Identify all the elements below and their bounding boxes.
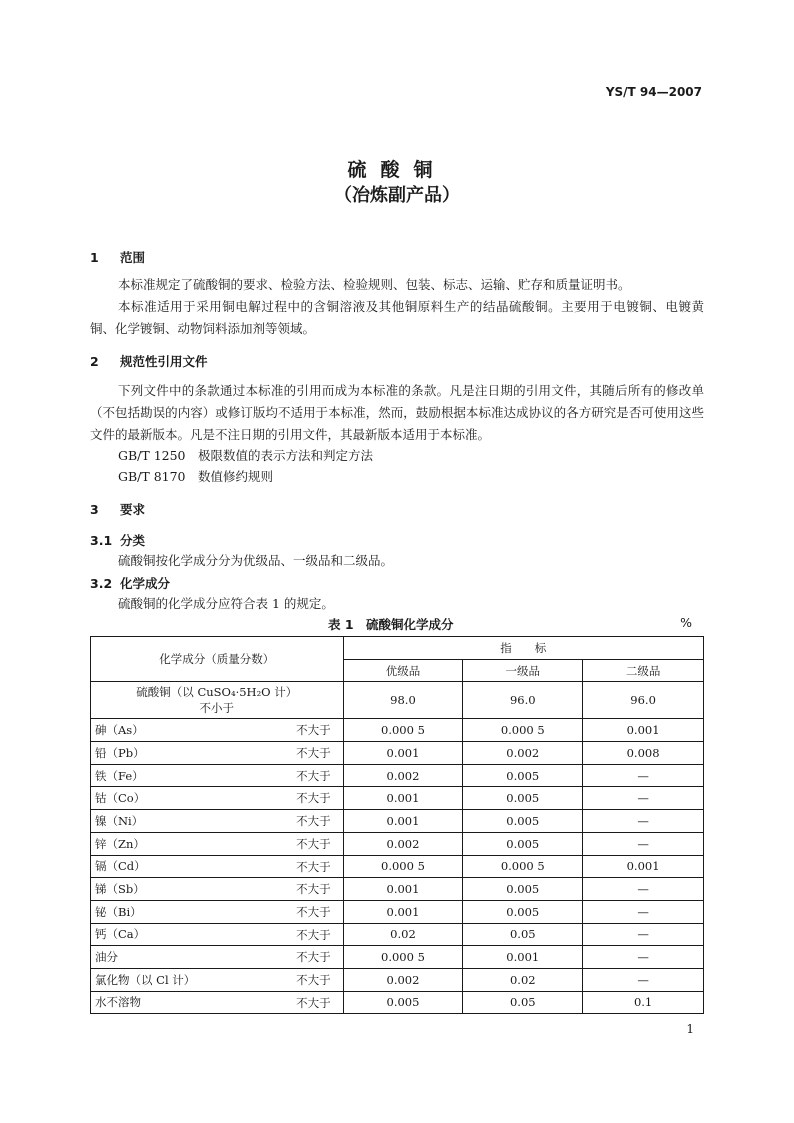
table-unit: %: [680, 615, 692, 630]
element-name: 氯化物（以 Cl 计）: [95, 972, 196, 987]
cell-second: —: [583, 787, 704, 810]
element-name: 铅（Pb）: [95, 745, 145, 760]
limit-qualifier: 不大于: [296, 814, 331, 829]
cell-name: [91, 787, 344, 810]
section-3-1-para: 硫酸铜按化学成分分为优级品、一级品和二级品。: [118, 553, 394, 568]
cell-name: [91, 855, 344, 878]
cell-second: —: [583, 968, 704, 991]
cell-second: —: [583, 923, 704, 946]
table-title: 表 1 硫酸铜化学成分: [328, 617, 454, 632]
section-2-para-1: 下列文件中的条款通过本标准的引用而成为本标准的条款。凡是注日期的引用文件，其随后所有的修改单（不包括勘误的内容）或修订版均不适用于本标准，然而，鼓励根据本标准达成协议的各方研究是否可使用这些文件的最新版本。凡是不注日期的引用文件，其最新版本适用于本标准。: [90, 383, 704, 442]
cell-first: 0.05: [463, 991, 583, 1014]
cell-first: 0.001: [463, 946, 583, 969]
element-name: 镉（Cd）: [95, 859, 146, 874]
header-second-grade: 二级品: [583, 659, 704, 682]
cell-second: —: [583, 764, 704, 787]
cell-first: 96.0: [463, 682, 583, 719]
table-caption: [90, 613, 704, 633]
table-row: [91, 991, 704, 1014]
document-subtitle: （冶炼副产品）: [334, 185, 460, 206]
limit-qualifier: 不大于: [296, 723, 331, 738]
table-row: [91, 968, 704, 991]
table-row: [91, 946, 704, 969]
cell-first: 0.02: [463, 968, 583, 991]
cell-premium: 0.000 5: [343, 719, 463, 742]
section-2-heading: [90, 352, 208, 370]
table-row: [91, 832, 704, 855]
table-row: [91, 923, 704, 946]
cell-second: —: [583, 832, 704, 855]
section-number: 3.2: [90, 576, 113, 591]
limit-qualifier: 不大于: [296, 836, 331, 851]
cell-name: [91, 810, 344, 833]
limit-qualifier: 不大于: [296, 746, 331, 761]
page-number: 1: [686, 1022, 694, 1036]
cell-second: 0.1: [583, 991, 704, 1014]
table-header-row: [91, 637, 704, 660]
cell-premium: 0.001: [343, 878, 463, 901]
reference-gb-t-8170: GB/T 8170 数值修约规则: [118, 469, 274, 484]
header-first-grade: 一级品: [463, 659, 583, 682]
section-3-2-para: 硫酸铜的化学成分应符合表 1 的规定。: [118, 596, 334, 611]
cell-first: 0.005: [463, 900, 583, 923]
cell-premium: 0.001: [343, 787, 463, 810]
section-title: 范围: [120, 250, 146, 265]
chemical-composition-table: [90, 636, 704, 1014]
limit-qualifier: 不大于: [296, 859, 331, 874]
cell-name: [91, 946, 344, 969]
cell-second: —: [583, 878, 704, 901]
element-name: 砷（As）: [95, 723, 144, 738]
cell-second: 0.008: [583, 742, 704, 765]
cell-name: [91, 900, 344, 923]
element-name: 锑（Sb）: [95, 882, 145, 897]
element-name: 锌（Zn）: [95, 836, 145, 851]
cell-name: [91, 719, 344, 742]
standard-number: YS/T 94—2007: [605, 85, 702, 99]
cell-premium: 0.002: [343, 968, 463, 991]
table-row: [91, 878, 704, 901]
cell-name: [91, 682, 344, 719]
element-name: 镍（Ni）: [95, 813, 144, 828]
cell-premium: 0.002: [343, 832, 463, 855]
cell-first: 0.002: [463, 742, 583, 765]
cell-second: 96.0: [583, 682, 704, 719]
cell-name: [91, 764, 344, 787]
section-title: 分类: [120, 533, 146, 548]
cell-name: [91, 991, 344, 1014]
section-3-1-heading: [90, 531, 145, 549]
cell-name-line2: 不小于: [199, 701, 235, 716]
element-name: 铁（Fe）: [95, 768, 144, 783]
section-1-para-1: 本标准规定了硫酸铜的要求、检验方法、检验规则、包装、标志、运输、贮存和质量证明书。: [118, 277, 631, 292]
limit-qualifier: 不大于: [296, 995, 331, 1010]
cell-first: 0.005: [463, 878, 583, 901]
element-name: 钴（Co）: [95, 791, 146, 806]
cell-second: —: [583, 900, 704, 923]
limit-qualifier: 不大于: [296, 768, 331, 783]
cell-premium: 0.001: [343, 900, 463, 923]
element-name: 油分: [95, 950, 118, 965]
section-number: 1: [90, 250, 99, 265]
section-3-2-heading: [90, 574, 170, 592]
element-name: 铋（Bi）: [95, 904, 142, 919]
table-row: [91, 900, 704, 923]
header-premium-grade: 优级品: [343, 659, 463, 682]
cell-name: [91, 832, 344, 855]
cell-first: 0.005: [463, 810, 583, 833]
table-row: [91, 764, 704, 787]
cell-name-line1: 硫酸铜（以 CuSO₄·5H₂O 计）: [136, 685, 298, 700]
cell-first: 0.005: [463, 787, 583, 810]
table-row-copper-sulfate: [91, 682, 704, 719]
table-row: [91, 810, 704, 833]
cell-second: 0.001: [583, 855, 704, 878]
element-name: 水不溶物: [95, 995, 141, 1010]
section-1-heading: [90, 248, 145, 266]
table-row: [91, 787, 704, 810]
section-title: 规范性引用文件: [120, 354, 208, 369]
table-row: [91, 719, 704, 742]
cell-premium: 0.002: [343, 764, 463, 787]
reference-gb-t-1250: GB/T 1250 极限数值的表示方法和判定方法: [118, 448, 374, 463]
cell-name: [91, 742, 344, 765]
section-1-para-2: 本标准适用于采用铜电解过程中的含铜溶液及其他铜原料生产的结晶硫酸铜。主要用于电镀铜、电镀黄铜、化学镀铜、动物饲料添加剂等领域。: [90, 299, 704, 336]
cell-premium: 0.02: [343, 923, 463, 946]
section-title: 化学成分: [120, 576, 171, 591]
cell-first: 0.005: [463, 764, 583, 787]
cell-premium: 98.0: [343, 682, 463, 719]
table-row: [91, 855, 704, 878]
limit-qualifier: 不大于: [296, 882, 331, 897]
cell-first: 0.05: [463, 923, 583, 946]
cell-premium: 0.000 5: [343, 946, 463, 969]
limit-qualifier: 不大于: [296, 904, 331, 919]
header-component: 化学成分（质量分数）: [91, 637, 344, 682]
section-3-heading: [90, 500, 145, 518]
section-title: 要求: [120, 502, 146, 517]
section-number: 3.1: [90, 533, 113, 548]
limit-qualifier: 不大于: [296, 972, 331, 987]
header-index: 指 标: [343, 637, 703, 660]
section-number: 2: [90, 354, 99, 369]
cell-premium: 0.000 5: [343, 855, 463, 878]
limit-qualifier: 不大于: [296, 791, 331, 806]
cell-second: 0.001: [583, 719, 704, 742]
cell-name: [91, 923, 344, 946]
table-row: [91, 742, 704, 765]
cell-name: [91, 968, 344, 991]
cell-first: 0.005: [463, 832, 583, 855]
cell-name: [91, 878, 344, 901]
cell-premium: 0.001: [343, 810, 463, 833]
cell-first: 0.000 5: [463, 719, 583, 742]
limit-qualifier: 不大于: [296, 927, 331, 942]
cell-second: —: [583, 810, 704, 833]
section-number: 3: [90, 502, 99, 517]
limit-qualifier: 不大于: [296, 950, 331, 965]
cell-second: —: [583, 946, 704, 969]
element-name: 钙（Ca）: [95, 927, 146, 942]
document-title: 硫酸铜: [347, 159, 447, 181]
cell-premium: 0.005: [343, 991, 463, 1014]
cell-first: 0.000 5: [463, 855, 583, 878]
cell-premium: 0.001: [343, 742, 463, 765]
